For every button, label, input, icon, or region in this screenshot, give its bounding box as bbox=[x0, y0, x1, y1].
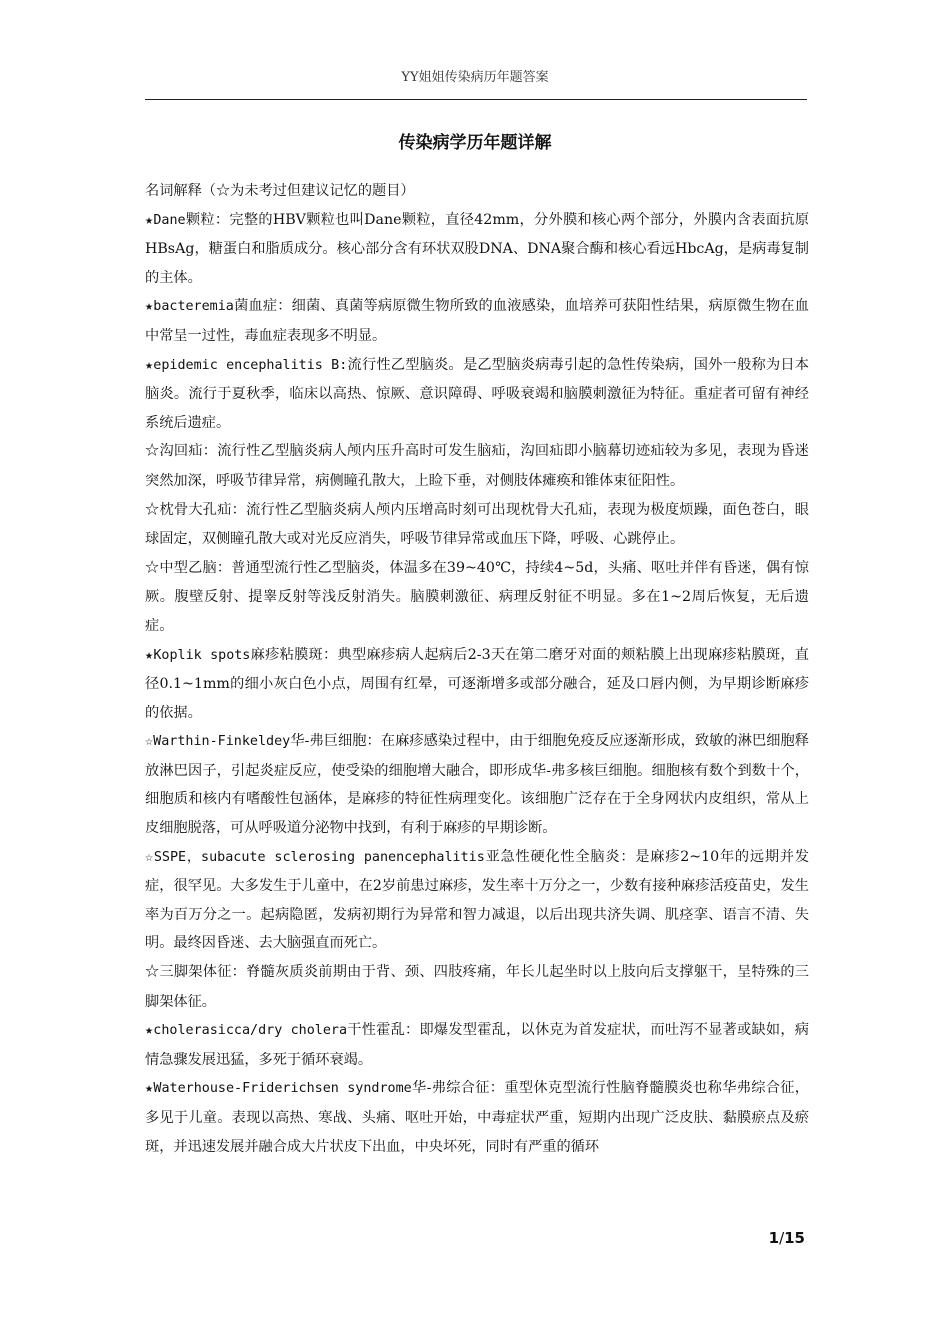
page-separator: / bbox=[779, 1229, 785, 1247]
entry-text: 华-弗巨细胞：在麻疹感染过程中，由于细胞免疫反应逐渐形成，致敏的淋巴细胞释放淋巴因子，引起炎症反应，使受染的细胞增大融合，即形成华-弗多核巨细胞。细胞核有数个到数十个，细胞质和核内有嗜酸性包涵体，是麻疹的特征性病理变化。该细胞广泛存在于全身网状内皮组织，常从上皮细胞脱落，可从呼吸道分泌物中找到，有利于麻疹的早期诊断。 bbox=[145, 733, 809, 837]
entry-text: 麻疹粘膜斑：典型麻疹病人起病后2-3天在第二磨牙对面的颊粘膜上出现麻疹粘膜斑，直径0.1~1mm的细小灰白色小点，周围有红晕，可逐渐增多或部分融合，延及口唇内侧，为早期诊断麻疹的依据。 bbox=[145, 646, 809, 721]
header-divider bbox=[145, 99, 807, 100]
entry-paragraph bbox=[145, 1016, 809, 1074]
entry-paragraph bbox=[145, 437, 809, 495]
running-header: YY姐姐传染病历年题答案 bbox=[401, 70, 549, 85]
entry-term: ☆Warthin-Finkeldey bbox=[145, 734, 291, 750]
intro-paragraph: 名词解释（☆为未考过但建议记忆的题目） bbox=[145, 183, 415, 199]
entry-text: 颗粒：完整的HBV颗粒也叫Dane颗粒，直径42mm，分外膜和核心两个部分，外膜内含表面抗原HBsAg，糖蛋白和脂质成分。核心部分含有环状双股DNA、DNA聚合酶和核心看远HbcAg，是病毒复制的主体。 bbox=[145, 211, 810, 286]
entry-text: ☆中型乙脑：普通型流行性乙型脑炎，体温多在39~40℃，持续4~5d，头痛、呕吐并伴有昏迷，偶有惊厥。腹壁反射、提睾反射等浅反射消失。脑膜刺激征、病理反射征不明显。多在1~2周后恢复，无后遗症。 bbox=[145, 559, 809, 634]
entry-term: ★Waterhouse-Friderichsen syndrome bbox=[145, 1081, 412, 1097]
document-title: 传染病学历年题详解 bbox=[398, 133, 552, 153]
entry-term: ★cholerasicca/dry cholera bbox=[145, 1023, 348, 1039]
entry-text: 亚急性硬化性全脑炎：是麻疹2~10年的远期并发症，很罕见。大多发生于儿童中，在2岁前患过麻疹，发生率十万分之一，少数有接种麻疹活疫苗史，发生率为百万分之一。起病隐匿，发病初期行为异常和智力减退，以后出现共济失调、肌痉挛、语言不清、失明。最终因昏迷、去大脑强直而死亡。 bbox=[145, 848, 810, 952]
entry-paragraph bbox=[145, 206, 809, 293]
entry-paragraph bbox=[145, 641, 809, 728]
entry-paragraph bbox=[145, 843, 809, 958]
page-number bbox=[700, 1229, 805, 1247]
entry-term: ★Dane bbox=[145, 212, 186, 228]
entry-text: ☆枕骨大孔疝：流行性乙型脑炎病人颅内压增高时刻可出现枕骨大孔疝，表现为极度烦躁，面色苍白，眼球固定，双侧瞳孔散大或对光反应消失，呼吸节律异常或血压下降，呼吸、心跳停止。 bbox=[145, 501, 809, 548]
entry-paragraph bbox=[145, 292, 809, 350]
entry-text: 干性霍乱：即爆发型霍乱，以休克为首发症状，而吐泻不显著或缺如，病情急骤发展迅猛，多死于循环衰竭。 bbox=[145, 1022, 809, 1068]
entry-text: ☆沟回疝：流行性乙型脑炎病人颅内压升高时可发生脑疝，沟回疝即小脑幕切迹疝较为多见，表现为昏迷突然加深，呼吸节律异常，病侧瞳孔散大，上睑下垂，对侧肢体瘫痪和锥体束征阳性。 bbox=[145, 443, 809, 489]
entry-text: 菌血症：细菌、真菌等病原微生物所致的血液感染，血培养可获阳性结果，病原微生物在血中常呈一过性，毒血症表现多不明显。 bbox=[145, 298, 809, 344]
entry-paragraph bbox=[145, 958, 809, 1016]
entry-paragraph bbox=[145, 496, 809, 554]
entry-term: ★epidemic encephalitis B: bbox=[145, 357, 348, 373]
entry-paragraph bbox=[145, 554, 809, 641]
entry-paragraph bbox=[145, 727, 809, 842]
document-body bbox=[145, 177, 809, 1161]
entry-paragraph bbox=[145, 1074, 809, 1161]
entry-paragraph bbox=[145, 351, 809, 438]
entry-text: 华-弗综合征：重型休克型流行性脑脊髓膜炎也称华弗综合征，多见于儿童。表现以高热、寒战、头痛、呕吐开始，中毒症状严重，短期内出现广泛皮肤、黏膜瘀点及瘀斑，并迅速发展并融合成大片状皮下出血，中央坏死，同时有严重的循环 bbox=[145, 1080, 809, 1155]
entry-term: ★bacteremia bbox=[145, 299, 234, 315]
page-current: 1 bbox=[768, 1229, 780, 1247]
entry-term: ☆SSPE，subacute sclerosing panencephalitis bbox=[145, 849, 485, 865]
entry-text: 流行性乙型脑炎。是乙型脑炎病毒引起的急性传染病，国外一般称为日本脑炎。流行于夏秋季，临床以高热、惊厥、意识障碍、呼吸衰竭和脑膜刺激征为特征。重症者可留有神经系统后遗症。 bbox=[145, 356, 809, 431]
entry-term: ★Koplik spots bbox=[145, 647, 251, 663]
entry-text: ☆三脚架体征：脊髓灰质炎前期由于背、颈、四肢疼痛，年长儿起坐时以上肢向后支撑躯干，呈特殊的三脚架体征。 bbox=[145, 964, 809, 1010]
page-total: 15 bbox=[784, 1229, 805, 1247]
